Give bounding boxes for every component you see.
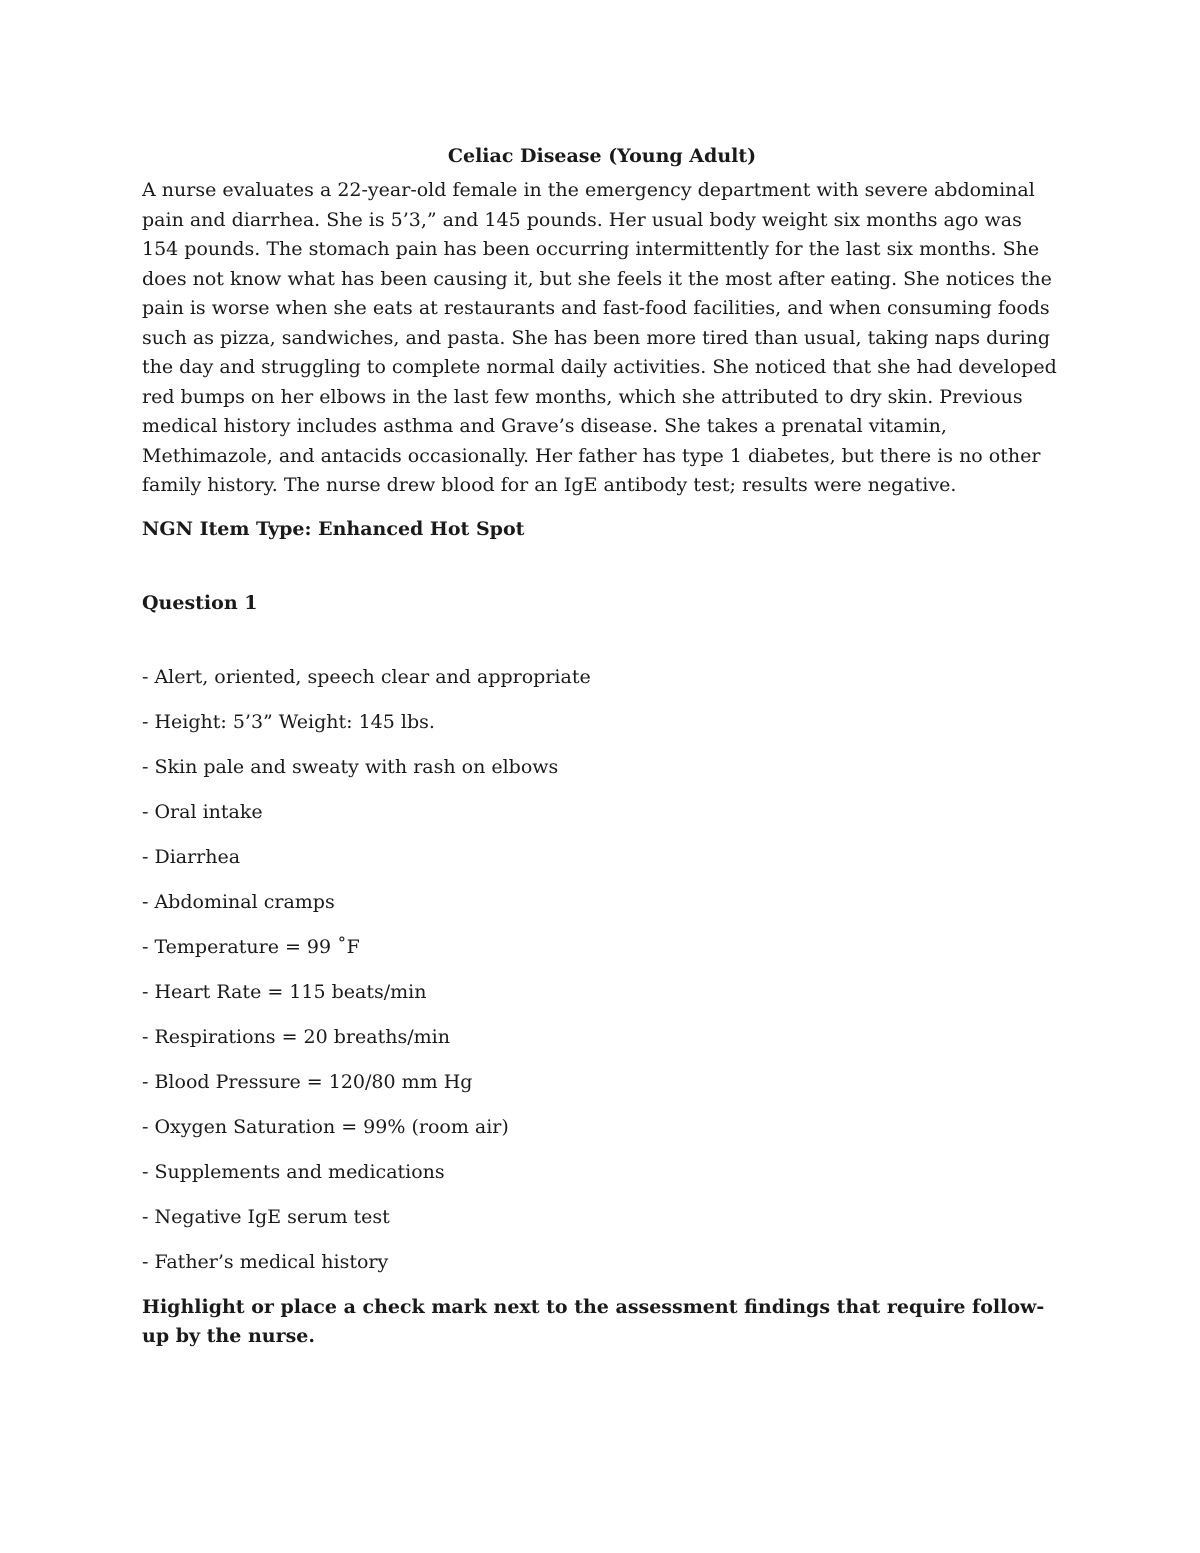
finding-item[interactable]: - Height: 5’3” Weight: 145 lbs. [142,710,435,733]
document-title: Celiac Disease (Young Adult) [447,145,757,167]
finding-item[interactable]: - Negative IgE serum test [142,1205,390,1228]
finding-item[interactable]: - Supplements and medications [142,1160,445,1183]
document-page [142,142,1062,1352]
finding-item[interactable]: - Oral intake [142,800,263,823]
finding-item[interactable]: - Heart Rate = 115 beats/min [142,980,427,1003]
finding-item[interactable]: - Temperature = 99 ˚F [142,935,360,958]
finding-item[interactable]: - Oxygen Saturation = 99% (room air) [142,1115,509,1138]
finding-item[interactable]: - Abdominal cramps [142,890,335,913]
assessment-findings-list [142,663,1062,1276]
finding-item[interactable]: - Blood Pressure = 120/80 mm Hg [142,1070,473,1093]
finding-item[interactable]: - Alert, oriented, speech clear and appropriate [142,665,591,688]
finding-item[interactable]: - Father’s medical history [142,1250,389,1273]
question-heading: Question 1 [142,591,258,614]
finding-item[interactable]: - Skin pale and sweaty with rash on elbows [142,755,559,778]
question-prompt: Highlight or place a check mark next to the assessment findings that require follow-up by the nurse. [142,1295,1045,1347]
finding-item[interactable]: - Respirations = 20 breaths/min [142,1025,450,1048]
item-type-heading: NGN Item Type: Enhanced Hot Spot [142,517,525,540]
case-scenario-paragraph: A nurse evaluates a 22-year-old female in the emergency department with severe abdominal pain and diarrhea. She is 5’3,” and 145 pounds. Her usual body weight six months ago was 154 pounds. The stomach pain has been occurring intermittently for the last six months. She does not know what has been causing it, but she feels it the most after eating. She notices the pain is worse when she eats at restaurants and fast-food facilities, and when consuming foods such as pizza, sandwiches, and pasta. She has been more tired than usual, taking naps during the day and struggling to complete normal daily activities. She noticed that she had developed red bumps on her elbows in the last few months, which she attributed to dry skin. Previous medical history includes asthma and Grave’s disease. She takes a prenatal vitamin, Methimazole, and antacids occasionally. Her father has type 1 diabetes, but there is no other family history. The nurse drew blood for an IgE antibody test; results were negative. [142,179,1057,496]
finding-item[interactable]: - Diarrhea [142,845,241,868]
